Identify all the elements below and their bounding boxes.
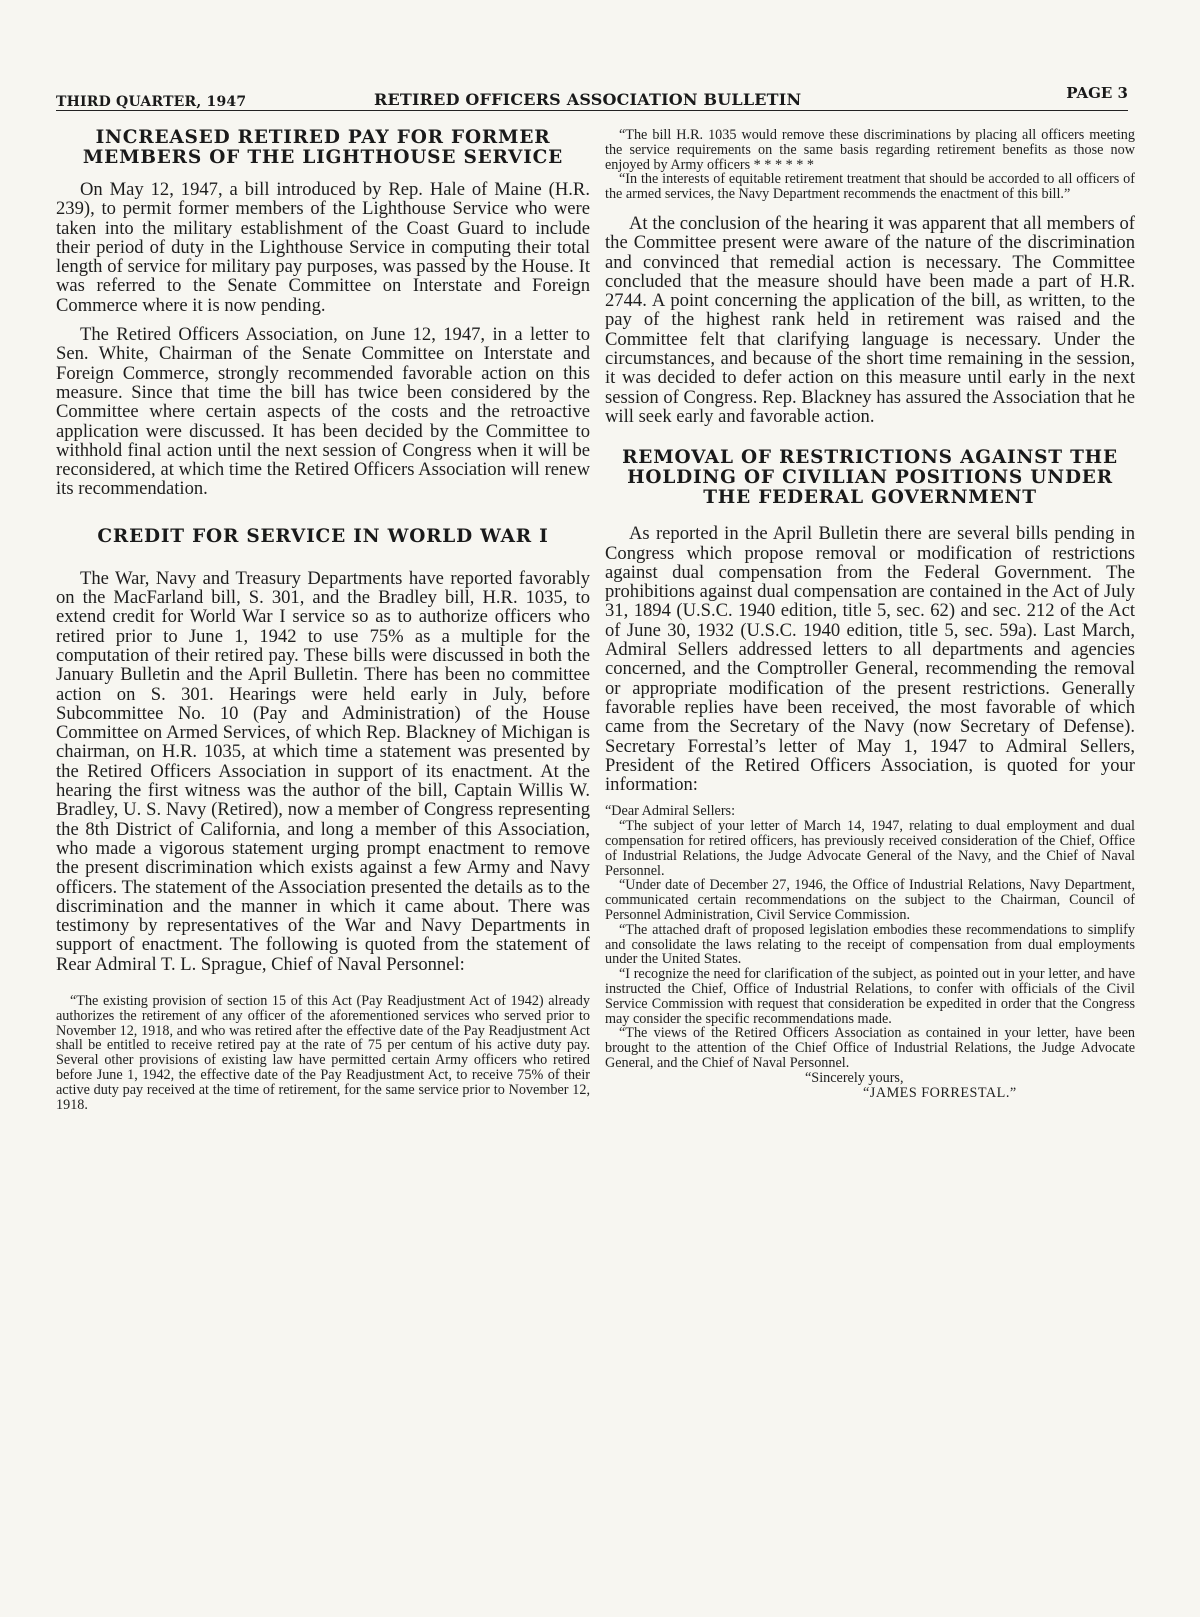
letter-salutation: “Dear Admiral Sellers: <box>605 803 736 820</box>
restrictions-section-title: REMOVAL OF RESTRICTIONS AGAINST THE HOLDING OF CIVILIAN POSITIONS UNDER THE FEDERAL GOVERNMENT <box>622 447 1118 509</box>
page-header <box>56 84 1128 111</box>
restrictions-paragraph: As reported in the April Bulletin there are several bills pending in Congress which propose removal or modification of restrictions against dual compensation from the Federal Government. The prohibitions against dual compensation are contained in the Act of July 31, 1894 (U.S.C. 1940 edition, title 5, sec. 62) and sec. 212 of the Act of June 30, 1932 (U.S.C. 1940 edition, title 5, sec. 59a). Last March, Admiral Sellers addressed letters to all departments and agencies concerned, and the Comptroller General, recommending the removal or appropriate modification of the present restrictions. Generally favorable replies have been received, the most favorable of which came from the Secretary of the Navy (now Secretary of Defense). Secretary Forrestal’s letter of May 1, 1947 to Admiral Sellers, President of the Retired Officers Association, is quoted for your information: <box>605 523 1135 796</box>
letter-paragraph: “I recognize the need for clarification of the subject, as pointed out in your letter, and have instructed the Chief, Office of Industrial Relations, to confer with officials of the Civil Service Commission with request that consideration be expedited in order that the Congress may consider the specific recommendations made. <box>605 966 1135 1027</box>
quote-continued-1: “The bill H.R. 1035 would remove these discriminations by placing all officers meeting the service requirements on the same basis regarding retirement benefits as those now enjoyed by Army officers * * * * * * <box>605 127 1135 173</box>
right-column <box>605 128 1135 1101</box>
sprague-quote: “The existing provision of section 15 of this Act (Pay Readjustment Act of 1942) already authorizes the retirement of any officer of the aforementioned services who served prior to November 12, 1918, and who was retired after the effective date of the Pay Readjustment Act shall be entitled to receive retired pay at the rate of 75 per centum of his active duty pay. Several other provisions of existing law have permitted certain Army officers who retired before June 1, 1942, the effective date of the Pay Readjustment Act, to receive 75% of their active duty pay received at the time of retirement, for the same service prior to November 12, 1918. <box>56 992 590 1113</box>
quote-continued-2: “In the interests of equitable retirement treatment that should be accorded to all officers of the armed services, the Navy Department recommends the enactment of this bill.” <box>605 171 1135 203</box>
letter-paragraph: “The attached draft of proposed legislation embodies these recommendations to simplify and consolidate the laws relating to the receipt of compensation from dual employments under the United States. <box>605 921 1135 968</box>
left-column <box>56 128 590 1112</box>
letter-paragraph: “The subject of your letter of March 14, 1947, relating to dual employment and dual compensation for retired officers, has previously received consideration of the Chief, Office of Industrial Relations, the Judge Advocate General of the Navy, and the Chief of Naval Personnel. <box>605 818 1135 879</box>
lighthouse-section-title: INCREASED RETIRED PAY FOR FORMER MEMBERS OF THE LIGHTHOUSE SERVICE <box>82 127 564 168</box>
hearing-conclusion-paragraph: At the conclusion of the hearing it was apparent that all members of the Committee present were aware of the nature of the discrimination and convinced that remedial action is necessary. The Committee concluded that the measure should have been made a part of H.R. 2744. A point concerning the application of the bill, as written, to the pay of the highest rank held in retirement was raised and the Committee felt that clarifying language is necessary. Under the circumstances, and because of the short time remaining in the session, it was decided to defer action on this measure until early in the next session of Congress. Rep. Blackney has assured the Association that he will seek early and favorable action. <box>605 212 1135 427</box>
page-number: PAGE 3 <box>1066 84 1128 102</box>
letter-closing: “Sincerely yours, <box>805 1069 904 1086</box>
wwi-credit-section-title: CREDIT FOR SERVICE IN WORLD WAR I <box>97 525 549 547</box>
letter-paragraph: “Under date of December 27, 1946, the Office of Industrial Relations, Navy Department, communicated certain recommendations on the subject to the Chairman, Council of Personnel Administration, Civil Service Commission. <box>605 877 1135 923</box>
letter-signature-block <box>605 1071 1135 1101</box>
wwi-credit-paragraph: The War, Navy and Treasury Departments have reported favorably on the MacFarland bill, S. 301, and the Bradley bill, H.R. 1035, to extend credit for World War I service so as to authorize officers who retired prior to June 1, 1942 to use 75% as a multiple for the computation of their retired pay. These bills were discussed in both the January Bulletin and the April Bulletin. There has been no committee action on S. 301. Hearings were held early in July, before Subcommittee No. 10 (Pay and Administration) of the House Committee on Armed Services, of which Rep. Blackney of Michigan is chairman, on H.R. 1035, at which time a statement was presented by the Retired Officers Association in support of its enactment. At the hearing the first witness was the author of the bill, Captain Willis W. Bradley, U. S. Navy (Retired), now a member of Congress representing the 8th District of California, and long a member of this Association, who made a vigorous statement urging prompt enactment to remove the present discrimination which exists against a few Army and Navy officers. The statement of the Association presented the details as to the discrimination and the manner in which it came about. There was testimony by representatives of the War and Navy Departments in support of enactment. The following is quoted from the statement of Rear Admiral T. L. Sprague, Chief of Naval Personnel: <box>56 567 590 975</box>
publication-title: RETIRED OFFICERS ASSOCIATION BULLETIN <box>374 90 802 109</box>
lighthouse-paragraph-2: The Retired Officers Association, on June 12, 1947, in a letter to Sen. White, Chairman of the Senate Committee on Interstate and Foreign Commerce, strongly recommended favorable action on this measure. Since that time the bill has twice been considered by the Committee where certain aspects of the costs and the retroactive application were discussed. It has been decided by the Committee to withhold final action until the next session of Congress when it will be reconsidered, at which time the Retired Officers Association will renew its recommendation. <box>56 324 590 500</box>
letter-signature: “JAMES FORRESTAL.” <box>863 1084 1017 1101</box>
lighthouse-paragraph-1: On May 12, 1947, a bill introduced by Rep. Hale of Maine (H.R. 239), to permit former members of the Lighthouse Service who were taken into the military establishment of the Coast Guard to include their period of duty in the Lighthouse Service in computing their total length of service for military pay purposes, was passed by the House. It was referred to the Senate Committee on Interstate and Foreign Commerce where it is now pending. <box>56 179 590 316</box>
issue-date: THIRD QUARTER, 1947 <box>56 94 247 110</box>
letter-paragraph: “The views of the Retired Officers Association as contained in your letter, have been brought to the attention of the Chief Office of Industrial Relations, the Judge Advocate General, and the Chief of Naval Personnel. <box>605 1025 1135 1071</box>
